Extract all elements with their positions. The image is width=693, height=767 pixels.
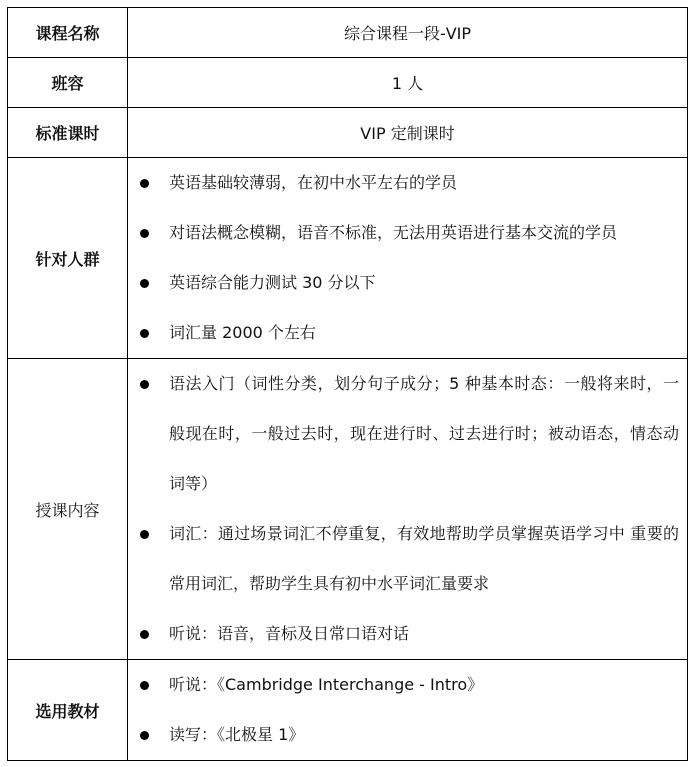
bullet-icon xyxy=(140,731,149,740)
row-target-group xyxy=(8,158,688,359)
class-size-value: 1 人 xyxy=(128,58,688,108)
list-item xyxy=(140,158,679,208)
bullet-icon xyxy=(140,229,149,238)
target-group-cell xyxy=(128,158,688,359)
row-course-content xyxy=(8,359,688,660)
list-item-text: 英语基础较薄弱，在初中水平左右的学员 xyxy=(169,173,458,192)
list-item-text: 语法入门（词性分类，划分句子成分；5 种基本时态：一般将来时，一般现在时，一般过去时，现在进行时、过去进行时；被动语态，情态动词等） xyxy=(169,374,679,493)
row-course-name xyxy=(8,8,688,58)
list-item xyxy=(140,308,679,358)
list-item xyxy=(140,710,679,760)
row-class-size xyxy=(8,58,688,108)
list-item-text: 对语法概念模糊，语音不标准，无法用英语进行基本交流的学员 xyxy=(169,223,618,242)
list-item-text: 读写：《北极星 1》 xyxy=(169,725,305,744)
course-name-label: 课程名称 xyxy=(8,8,128,58)
list-item-text: 词汇：通过场景词汇不停重复，有效地帮助学员掌握英语学习中 重要的常用词汇，帮助学生具有初中水平词汇量要求 xyxy=(169,524,679,593)
class-size-label: 班容 xyxy=(8,58,128,108)
list-item xyxy=(140,359,679,509)
bullet-icon xyxy=(140,179,149,188)
list-item-text: 词汇量 2000 个左右 xyxy=(169,323,316,342)
target-group-label: 针对人群 xyxy=(8,158,128,359)
course-content-cell xyxy=(128,359,688,660)
list-item xyxy=(140,509,679,609)
textbooks-cell xyxy=(128,660,688,761)
bullet-icon xyxy=(140,530,149,539)
row-standard-hours xyxy=(8,108,688,158)
standard-hours-label: 标准课时 xyxy=(8,108,128,158)
course-content-list xyxy=(128,359,687,659)
textbooks-label: 选用教材 xyxy=(8,660,128,761)
list-item xyxy=(140,258,679,308)
list-item-text: 听说：《Cambridge Interchange - Intro》 xyxy=(169,675,484,694)
standard-hours-value: VIP 定制课时 xyxy=(128,108,688,158)
bullet-icon xyxy=(140,630,149,639)
bullet-icon xyxy=(140,329,149,338)
bullet-icon xyxy=(140,279,149,288)
list-item xyxy=(140,609,679,659)
list-item-text: 听说：语音，音标及日常口语对话 xyxy=(169,624,410,643)
list-item xyxy=(140,660,679,710)
textbooks-list xyxy=(128,660,687,760)
list-item-text: 英语综合能力测试 30 分以下 xyxy=(169,273,376,292)
bullet-icon xyxy=(140,380,149,389)
target-group-list xyxy=(128,158,687,358)
course-content-label: 授课内容 xyxy=(8,359,128,660)
row-textbooks xyxy=(8,660,688,761)
bullet-icon xyxy=(140,681,149,690)
list-item xyxy=(140,208,679,258)
course-info-table xyxy=(7,7,688,761)
course-name-value: 综合课程一段-VIP xyxy=(128,8,688,58)
